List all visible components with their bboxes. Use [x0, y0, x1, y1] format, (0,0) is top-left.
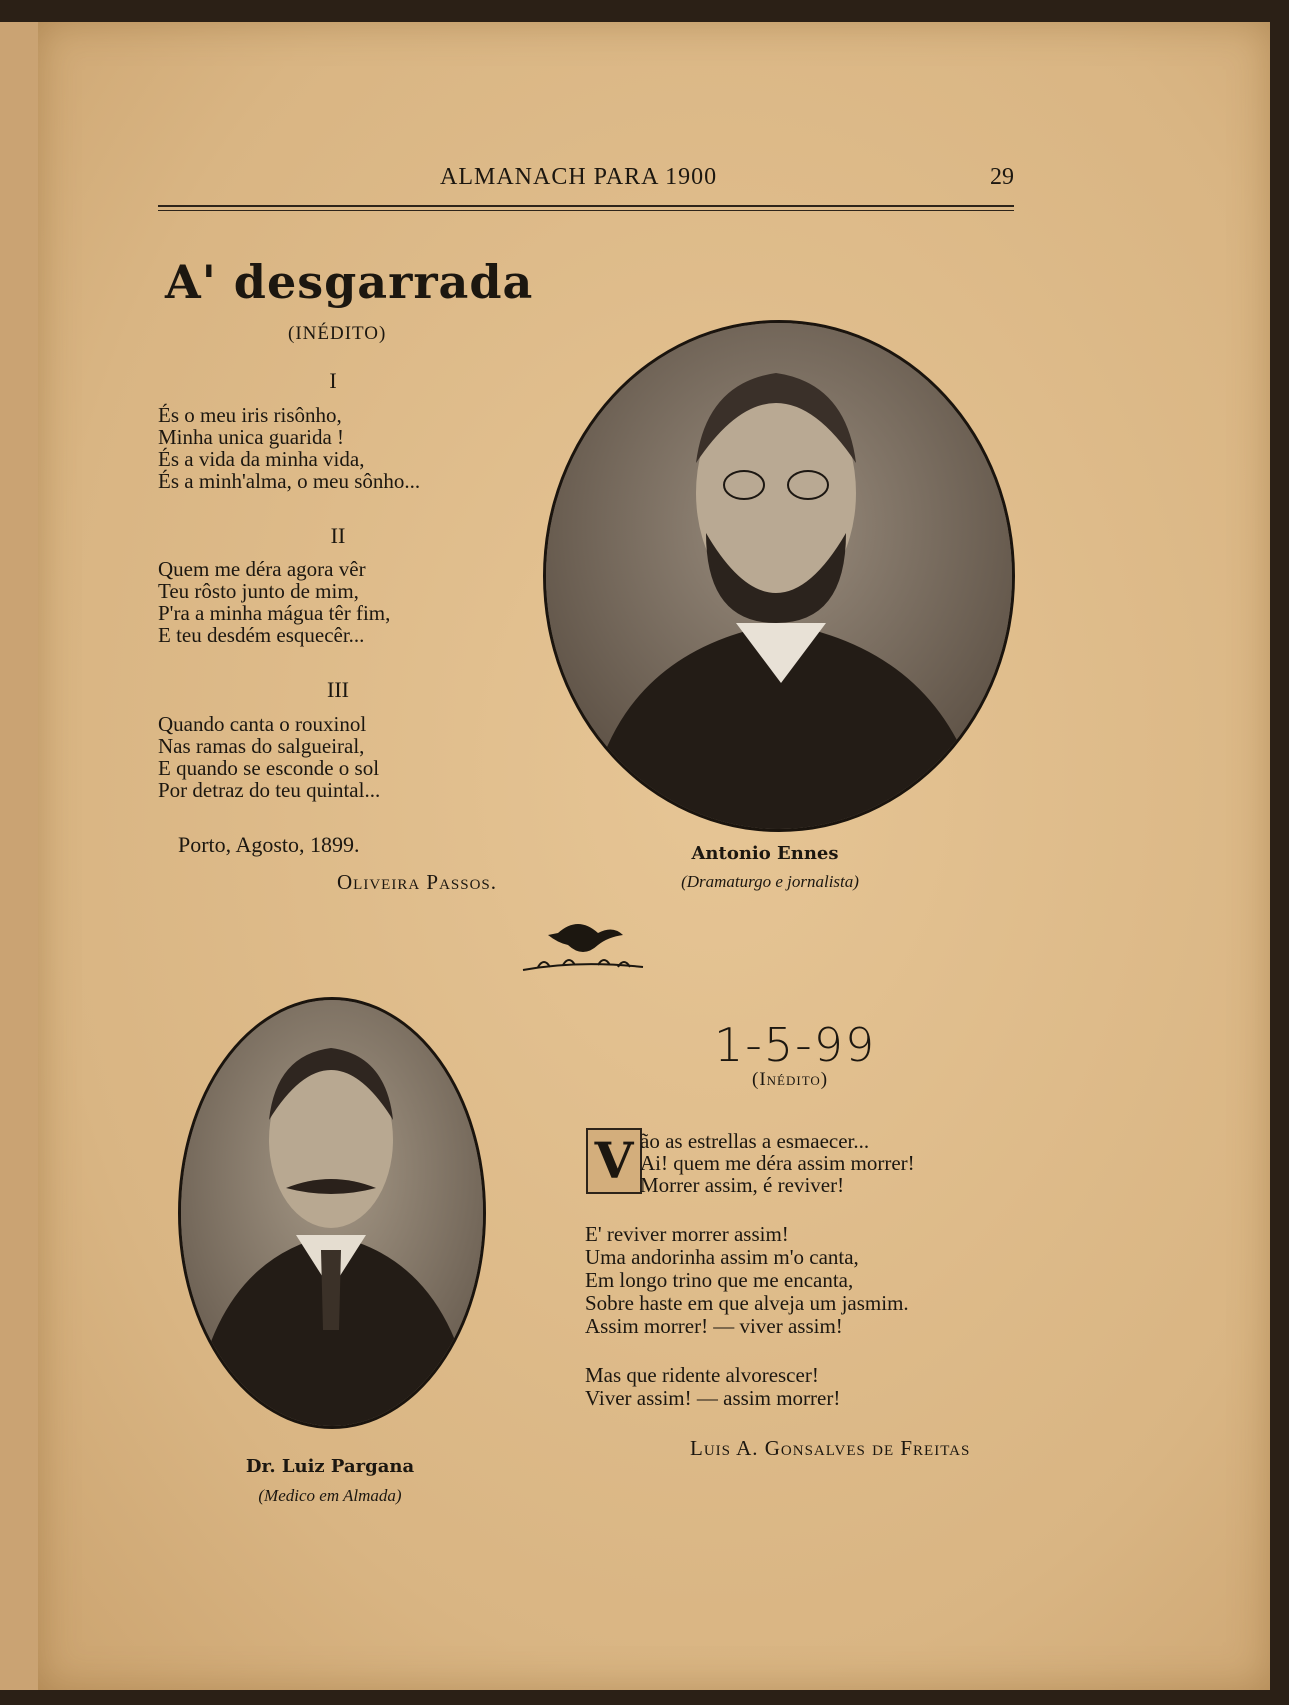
poem-line: E' reviver morrer assim!: [585, 1222, 789, 1246]
poem-line: Por detraz do teu quintal...: [158, 778, 381, 802]
poem-line: Em longo trino que me encanta,: [585, 1268, 854, 1292]
poem-line: Quando canta o rouxinol: [158, 712, 367, 736]
stanza-numeral: II: [330, 523, 346, 548]
poem-line: Assim morrer! — viver assim!: [585, 1314, 843, 1338]
poem-title: 1-5-99: [714, 1018, 877, 1072]
poem-line: Teu rôsto junto de mim,: [158, 579, 359, 603]
poem-line: És a minh'alma, o meu sônho...: [158, 469, 421, 493]
poem-line: E quando se esconde o sol: [158, 756, 380, 780]
poem-line: E teu desdém esquecêr...: [158, 623, 365, 647]
poem-signature: Oliveira Passos.: [337, 870, 498, 894]
poem-subtitle: (INÉDITO): [288, 323, 387, 344]
stanza: [158, 404, 420, 492]
portrait-name: Dr. Luiz Pargana: [245, 1456, 415, 1477]
header-rule-thin: [158, 210, 1014, 211]
portrait-illustration: [181, 1000, 483, 1426]
stanza-numeral: I: [329, 368, 337, 393]
stanza: [158, 713, 380, 801]
poem-line: Ai! quem me déra assim morrer!: [640, 1151, 915, 1175]
poem-line: Viver assim! — assim morrer!: [585, 1386, 841, 1410]
header-rule: [158, 205, 1014, 207]
place-date: Porto, Agosto, 1899.: [178, 832, 360, 857]
portrait-photo: [543, 320, 1015, 832]
poem-line: ão as estrellas a esmaecer...: [640, 1129, 870, 1153]
poem-line: P'ra a minha mágua têr fim,: [158, 601, 391, 625]
bird-ornament-icon: [518, 915, 648, 985]
stanza: [640, 1130, 915, 1196]
stanza: [585, 1223, 909, 1338]
poem-line: Minha unica guarida !: [158, 425, 345, 449]
portrait-photo: [178, 997, 486, 1429]
poem-line: Uma andorinha assim m'o canta,: [585, 1245, 859, 1269]
page-number: 29: [990, 164, 1014, 190]
poem-line: Sobre haste em que alveja um jasmim.: [585, 1291, 909, 1315]
poem-subtitle: (Inédito): [752, 1069, 829, 1090]
stanza: [158, 558, 390, 646]
portrait-name: Antonio Ennes: [691, 843, 839, 864]
poem-title: A' desgarrada: [165, 255, 534, 309]
poem-line: És a vida da minha vida,: [158, 447, 365, 471]
portrait-role: (Medico em Almada): [258, 1486, 402, 1505]
poem-line: És o meu iris risônho,: [158, 403, 342, 427]
running-title: ALMANACH PARA 1900: [440, 164, 718, 190]
poem-line: Nas ramas do salgueiral,: [158, 734, 365, 758]
stanza: [585, 1364, 840, 1410]
book-gutter: [0, 22, 40, 1690]
portrait-illustration: [546, 323, 1012, 829]
drop-cap: V: [586, 1128, 642, 1194]
poem-line: Quem me déra agora vêr: [158, 557, 366, 581]
portrait-role: (Dramaturgo e jornalista): [681, 872, 859, 891]
stanza-numeral: III: [327, 677, 349, 702]
poem-line: Mas que ridente alvorescer!: [585, 1363, 819, 1387]
poem-line: Morrer assim, é reviver!: [640, 1173, 845, 1197]
poem-signature: Luis A. Gonsalves de Freitas: [690, 1436, 971, 1460]
